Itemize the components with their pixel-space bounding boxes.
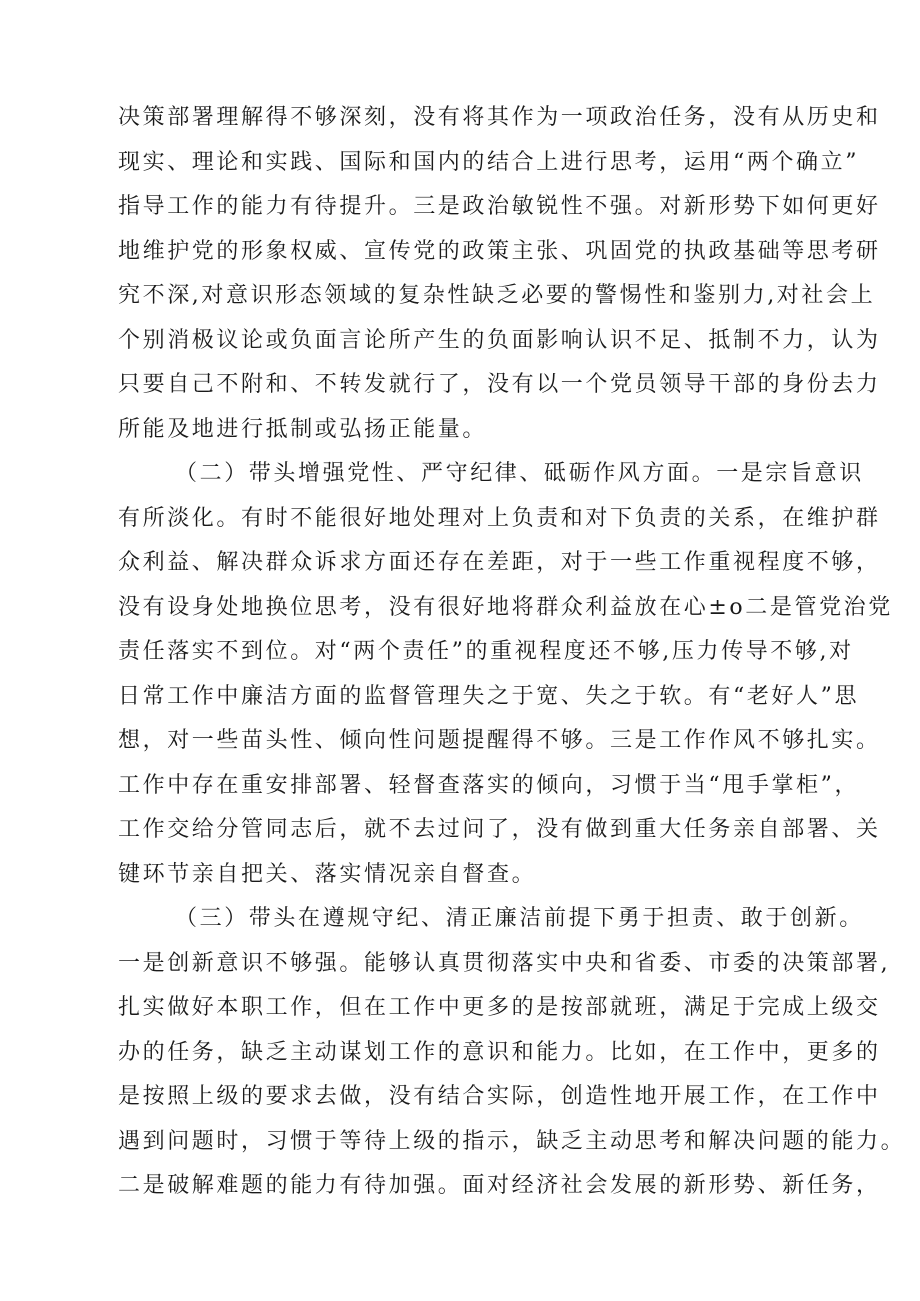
section-heading-2: （二）带头增强党性、严守纪律、砥砺作风方面。一是宗旨意识 xyxy=(175,461,864,486)
text-line: 遇到问题时，习惯于等待上级的指示，缺乏主动思考和解决问题的能力。 xyxy=(118,1129,906,1154)
text-line: 一是创新意识不够强。能够认真贯彻落实中央和省委、市委的决策部署, xyxy=(118,951,891,976)
text-line: 指导工作的能力有待提升。三是政治敏锐性不强。对新形势下如何更好 xyxy=(118,194,881,219)
text-line: 究不深,对意识形态领域的复杂性缺乏必要的警惕性和鉴别力,对社会上 xyxy=(118,283,876,308)
text-line: 工作交给分管同志后，就不去过问了，没有做到重大任务亲自部署、关 xyxy=(118,817,881,842)
text-line: 工作中存在重安排部署、轻督查落实的倾向，习惯于当“甩手掌柜”， xyxy=(118,773,860,798)
text-line: 没有设身处地换位思考，没有很好地将群众利益放在心±o二是管党治党 xyxy=(118,595,893,620)
text-line: 责任落实不到位。对“两个责任”的重视程度还不够,压力传导不够,对 xyxy=(118,639,854,664)
text-line: 众利益、解决群众诉求方面还存在差距，对于一些工作重视程度不够， xyxy=(118,550,881,575)
text-line: 办的任务，缺乏主动谋划工作的意识和能力。比如，在工作中，更多的 xyxy=(118,1040,881,1065)
text-line: 键环节亲自把关、落实情况亲自督查。 xyxy=(118,862,537,887)
section-heading-3: （三）带头在遵规守纪、清正廉洁前提下勇于担责、敢于创新。 xyxy=(175,906,864,931)
text-line: 地维护党的形象权威、宣传党的政策主张、巩固党的执政基础等思考研 xyxy=(118,239,881,264)
text-line: 个别消极议论或负面言论所产生的负面影响认识不足、抵制不力，认为 xyxy=(118,328,881,353)
text-line: 扎实做好本职工作，但在工作中更多的是按部就班，满足于完成上级交 xyxy=(118,995,881,1020)
text-line: 日常工作中廉洁方面的监督管理失之于宽、失之于软。有“老好人”思 xyxy=(118,684,860,709)
text-line: 只要自己不附和、不转发就行了，没有以一个党员领导干部的身份去力 xyxy=(118,372,881,397)
text-line: 二是破解难题的能力有待加强。面对经济社会发展的新形势、新任务， xyxy=(118,1173,881,1198)
text-line: 所能及地进行抵制或弘扬正能量。 xyxy=(118,417,488,442)
text-line: 是按照上级的要求去做，没有结合实际，创造性地开展工作，在工作中 xyxy=(118,1084,881,1109)
text-line: 有所淡化。有时不能很好地处理对上负责和对下负责的关系，在维护群 xyxy=(118,506,881,531)
text-line: 想，对一些苗头性、倾向性问题提醒得不够。三是工作作风不够扎实。 xyxy=(118,728,881,753)
text-line: 决策部署理解得不够深刻，没有将其作为一项政治任务，没有从历史和 xyxy=(118,105,881,130)
text-line: 现实、理论和实践、国际和国内的结合上进行思考，运用“两个确立” xyxy=(118,150,860,175)
